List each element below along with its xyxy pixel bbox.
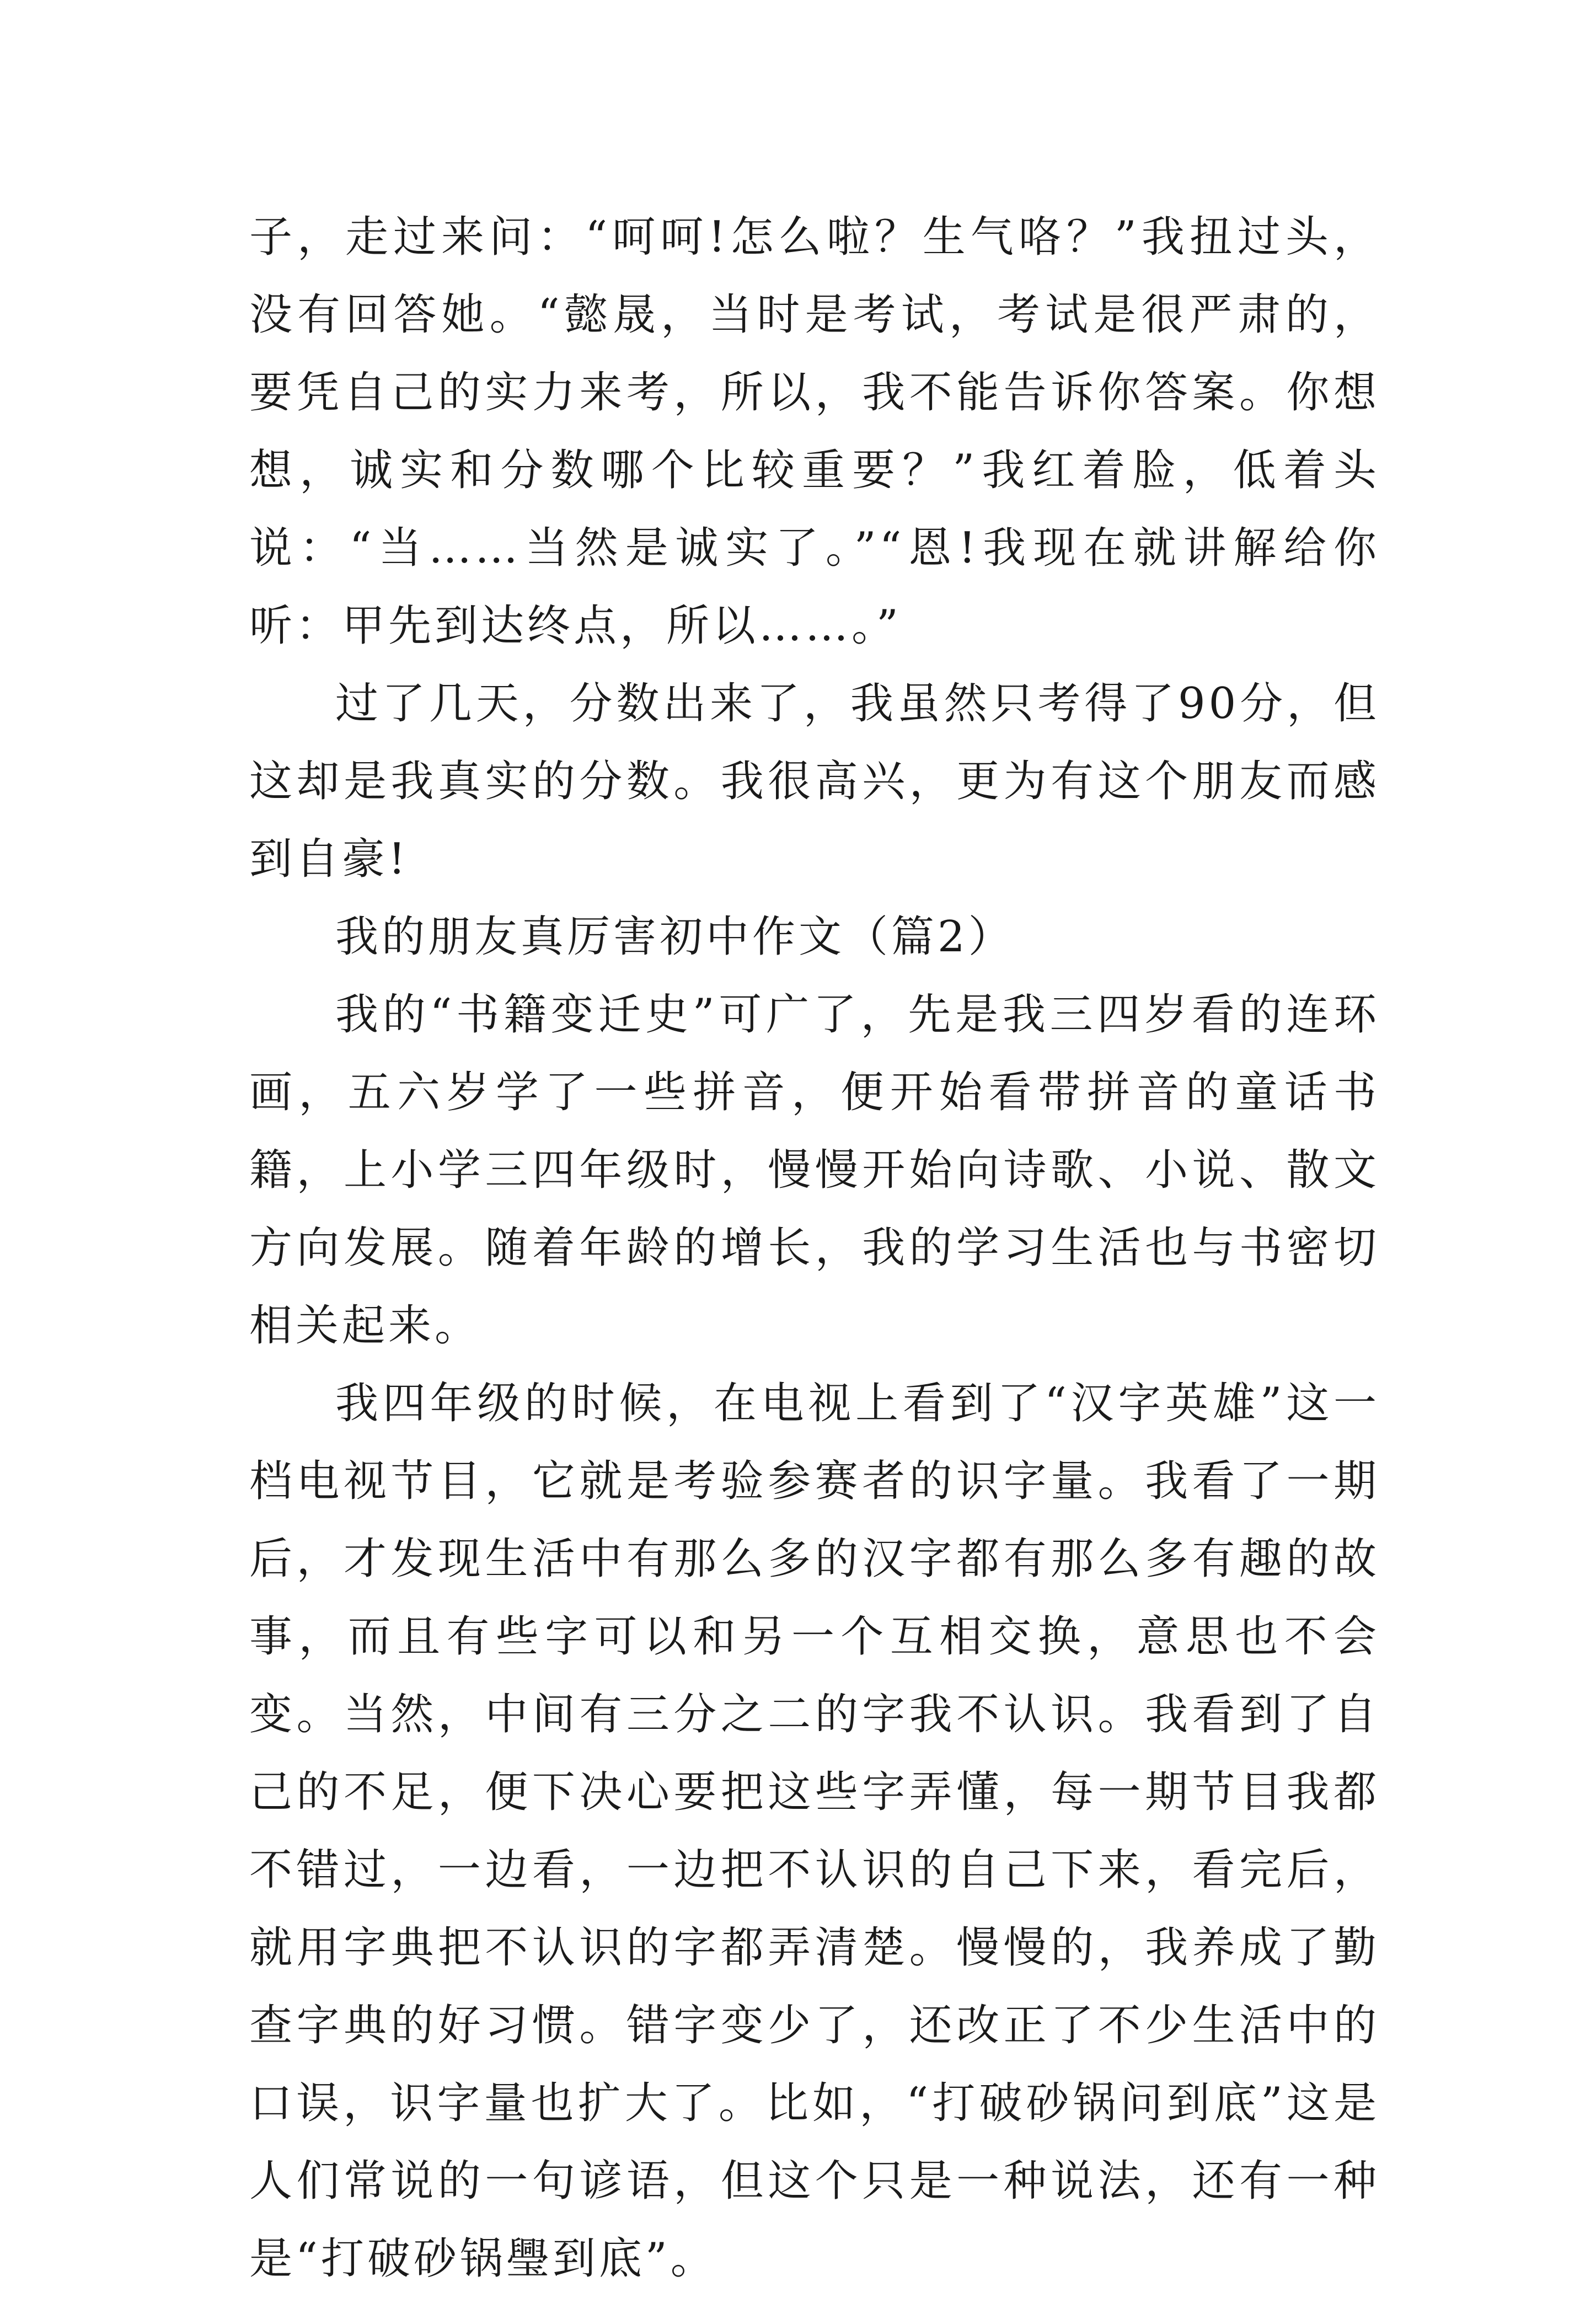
paragraph-score: 过了几天，分数出来了，我虽然只考得了90分，但这却是我真实的分数。我很高兴，更为有这个朋友而感到自豪! [249,679,1380,884]
section-heading: 我的朋友真厉害初中作文（篇2） [335,912,1015,962]
paragraph-books-history: 我的“书籍变迁史”可广了，先是我三四岁看的连环画，五六岁学了一些拼音，便开始看带拼音的童话书籍，上小学三四年级时，慢慢开始向诗歌、小说、散文方向发展。随着年龄的增长，我的学习生活也与书密切相关起来。 [249,990,1380,1351]
paragraph-hanzi-heroes: 我四年级的时候，在电视上看到了“汉字英雄”这一档电视节目，它就是考验参赛者的识字量。我看了一期后，才发现生活中有那么多的汉字都有那么多有趣的故事，而且有些字可以和另一个互相交换，意思也不会变。当然，中间有三分之二的字我不认识。我看到了自己的不足，便下决心要把这些字弄懂，每一期节目我都不错过，一边看，一边把不认识的自己下来，看完后，就用字典把不认识的字都弄清楚。慢慢的，我养成了勤查字典的好习惯。错字变少了，还改正了不少生活中的口误，识字量也扩大了。比如，“打破砂锅问到底”这是人们常说的一句谚语，但这个只是一种说法，还有一种是“打破砂锅璺到底”。 [249,1379,1380,2284]
essay-body [249,199,1380,2298]
paragraph-continuation: 子，走过来问：“呵呵!怎么啦？生气咯？”我扭过头，没有回答她。“懿晟，当时是考试，考试是很严肃的，要凭自己的实力来考，所以，我不能告诉你答案。你想想，诚实和分数哪个比较重要？”我红着脸，低着头说：“当……当然是诚实了。”“恩!我现在就讲解给你听：甲先到达终点，所以……。” [249,212,1380,651]
